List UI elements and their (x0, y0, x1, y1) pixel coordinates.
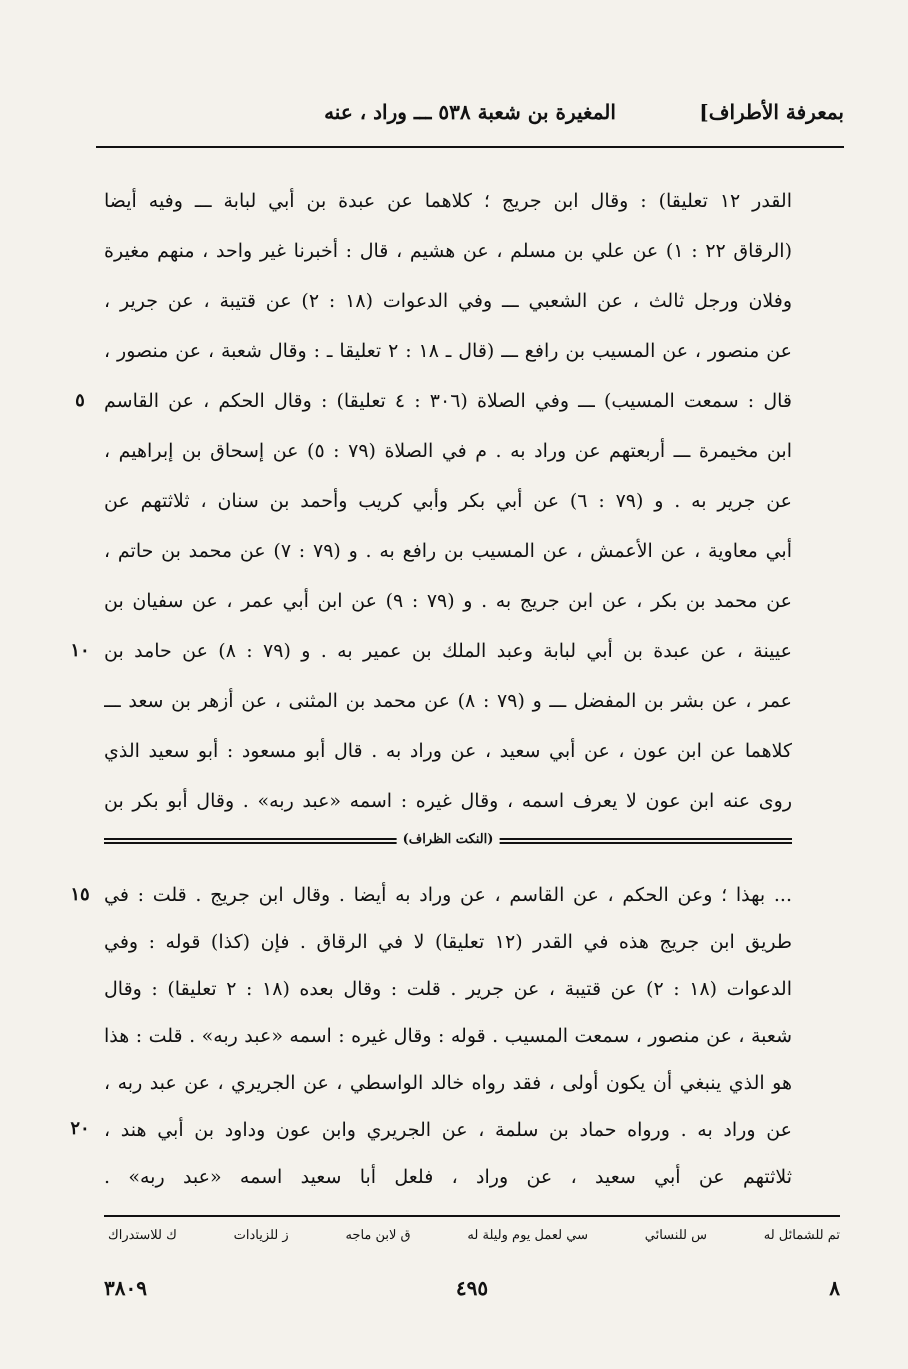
text-line: عن جرير به . و (٧٩ : ٦) عن أبي بكر وأبي كريب وأحمد بن سنان ، ثلاثتهم عن (104, 490, 792, 512)
hadith-number: ٣٨٠٩ (104, 1276, 147, 1300)
header-rule (96, 146, 844, 148)
footer-rule (104, 1215, 840, 1217)
text-line: كلاهما عن ابن عون ، عن أبي سعيد ، عن وراد به . قال أبو مسعود : أبو سعيد الذي (104, 740, 792, 762)
text-line: أبي معاوية ، عن الأعمش ، عن المسيب بن رافع به . و (٧٩ : ٧) عن محمد بن حاتم ، (104, 540, 792, 562)
sigla-item: ق لابن ماجه (345, 1228, 411, 1243)
line-number-10: ١٠ (70, 640, 90, 661)
page-footer (104, 1276, 840, 1306)
text-line: القدر ١٢ تعليقا) : وقال ابن جريج ؛ كلاهما عن عبدة بن أبي لبابة ـــ وفيه أيضا (104, 190, 792, 212)
main-text (104, 176, 792, 826)
text-line: ابن مخيمرة ـــ أربعتهم عن وراد به . م في الصلاة (٧٩ : ٥) عن إسحاق بن إبراهيم ، (104, 440, 792, 462)
note-line: ثلاثتهم عن أبي سعيد ، عن وراد ، فلعل أبا سعيد اسمه «عبد ربه» . (104, 1166, 792, 1188)
text-line: وفلان ورجل ثالث ، عن الشعبي ـــ وفي الدعوات (١٨ : ٢) عن قتيبة ، عن جرير ، (104, 290, 792, 312)
line-number-5: ٥ (75, 390, 85, 411)
line-number-20: ٢٠ (70, 1118, 90, 1139)
running-header (96, 100, 844, 140)
divider-label: (النكت الظراف) (397, 830, 500, 850)
text-line: عمر ، عن بشر بن المفضل ـــ و (٧٩ : ٨) عن محمد بن المثنى ، عن أزهر بن سعد ـــ (104, 690, 792, 712)
page-number: ٤٩٥ (455, 1276, 489, 1300)
notes-text (104, 872, 792, 1201)
sigla-item: سي لعمل يوم وليلة له (467, 1228, 589, 1243)
text-line: عن منصور ، عن المسيب بن رافع ـــ (قال ـ ١٨ : ٢ تعليقا ـ : وقال شعبة ، عن منصور ، (104, 340, 792, 362)
sigla-item: س للنسائي (644, 1228, 707, 1243)
text-line: (الرقاق ٢٢ : ١) عن علي بن مسلم ، عن هشيم ، قال : أخبرنا غير واحد ، منهم مغيرة (104, 240, 792, 262)
sigla-item: تم للشمائل له (763, 1228, 840, 1243)
sigla-item: ز للزيادات (233, 1228, 289, 1243)
text-line: روى عنه ابن عون لا يعرف اسمه ، وقال غيره : اسمه «عبد ربه» . وقال أبو بكر بن (104, 790, 792, 812)
note-line: شعبة ، عن منصور ، سمعت المسيب . قوله : وقال غيره : اسمه «عبد ربه» . قلت : هذا (104, 1025, 792, 1047)
note-line: طريق ابن جريج هذه في القدر (١٢ تعليقا) لا في الرقاق . فإن (كذا) قوله : وفي (104, 931, 792, 953)
text-line: قال : سمعت المسيب) ـــ وفي الصلاة (٣٠٦ : ٤ تعليقا) : وقال الحكم ، عن القاسم (104, 390, 792, 412)
text-line: عيينة ، عن عبدة بن أبي لبابة وعبد الملك بن عمير به . و (٧٩ : ٨) عن حامد بن (104, 640, 792, 662)
note-line: عن وراد به . ورواه حماد بن سلمة ، عن الجريري وابن عون وداود بن أبي هند ، (104, 1119, 792, 1141)
header-section-title: بمعرفة الأطراف] (699, 100, 844, 124)
line-number-15: ١٥ (70, 884, 90, 905)
text-line: عن محمد بن بكر ، عن ابن جريج به . و (٧٩ : ٩) عن ابن أبي عمر ، عن سفيان بن (104, 590, 792, 612)
note-line: الدعوات (١٨ : ٢) عن قتيبة ، عن جرير . قلت : وقال بعده (١٨ : ٢ تعليقا) : وقال (104, 978, 792, 1000)
note-line: ... بهذا ؛ وعن الحكم ، عن القاسم ، عن وراد به أيضا . وقال ابن جريج . قلت : في (104, 884, 792, 906)
section-divider (104, 830, 792, 850)
header-entry-title: المغيرة بن شعبة ٥٣٨ ـــ وراد ، عنه (324, 100, 616, 124)
sigla-item: ك للاستدراك (108, 1228, 177, 1243)
volume-number: ٨ (829, 1276, 840, 1300)
note-line: هو الذي ينبغي أن يكون أولى ، فقد رواه خالد الواسطي ، عن الجريري ، عن عبد ربه ، (104, 1072, 792, 1094)
sigla-legend (108, 1228, 840, 1258)
